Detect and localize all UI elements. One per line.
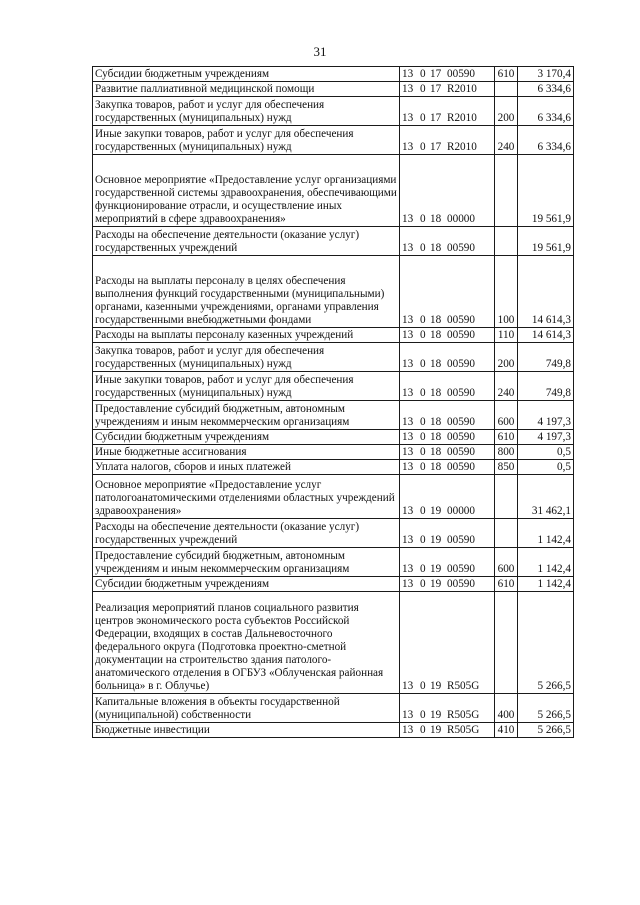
table-row <box>93 401 574 430</box>
expense-name: Капитальные вложения в объекты государственной (муниципальной) собственности <box>93 694 400 723</box>
table-row <box>93 372 574 401</box>
amount: 749,8 <box>518 372 574 401</box>
expense-type-code: 610 <box>495 67 518 82</box>
budget-code: 13 0 18 00590 <box>400 401 495 430</box>
expense-name: Расходы на выплаты персоналу в целях обеспечения выполнения функций государственными (муниципальными) органами, казенными учреждениями, органами управления государственными внебюджетными фондами <box>93 256 400 328</box>
amount: 4 197,3 <box>518 401 574 430</box>
budget-code: 13 0 19 00590 <box>400 519 495 548</box>
expense-name: Предоставление субсидий бюджетным, автономным учреждениям и иным некоммерческим организациям <box>93 401 400 430</box>
amount: 14 614,3 <box>518 328 574 343</box>
amount: 4 197,3 <box>518 430 574 445</box>
table-row <box>93 548 574 577</box>
expense-name: Иные закупки товаров, работ и услуг для обеспечения государственных (муниципальных) нужд <box>93 126 400 155</box>
amount: 0,5 <box>518 460 574 475</box>
expense-type-code: 240 <box>495 372 518 401</box>
expense-type-code <box>495 592 518 694</box>
amount: 1 142,4 <box>518 548 574 577</box>
budget-code: 13 0 19 R505G <box>400 723 495 738</box>
expense-name: Субсидии бюджетным учреждениям <box>93 67 400 82</box>
expense-type-code: 200 <box>495 97 518 126</box>
expense-type-code: 200 <box>495 343 518 372</box>
amount: 19 561,9 <box>518 155 574 227</box>
table-row <box>93 460 574 475</box>
budget-code: 13 0 18 00590 <box>400 256 495 328</box>
expense-type-code <box>495 155 518 227</box>
budget-code: 13 0 18 00590 <box>400 460 495 475</box>
table-row <box>93 430 574 445</box>
expense-name: Основное мероприятие «Предоставление услуг патологоанатомическими отделениями областных учреждений здравоохранения» <box>93 475 400 519</box>
table-row <box>93 475 574 519</box>
expense-type-code: 600 <box>495 548 518 577</box>
amount: 14 614,3 <box>518 256 574 328</box>
amount: 0,5 <box>518 445 574 460</box>
table-row <box>93 97 574 126</box>
amount: 749,8 <box>518 343 574 372</box>
expense-name: Закупка товаров, работ и услуг для обеспечения государственных (муниципальных) нужд <box>93 343 400 372</box>
expense-name: Реализация мероприятий планов социального развития центров экономического роста субъектов Российской Федерации, входящих в состав Дальневосточного федерального округа (Подготовка проектно-сметной документации на строительство здания патолого-анатомического отделения в ОГБУЗ «Облученская районная больница» в г. Облучье) <box>93 592 400 694</box>
expense-type-code <box>495 227 518 256</box>
expense-type-code <box>495 82 518 97</box>
expense-type-code <box>495 519 518 548</box>
expense-type-code: 400 <box>495 694 518 723</box>
budget-code: 13 0 18 00590 <box>400 328 495 343</box>
expense-type-code: 800 <box>495 445 518 460</box>
budget-code: 13 0 18 00590 <box>400 445 495 460</box>
expense-name: Субсидии бюджетным учреждениям <box>93 577 400 592</box>
amount: 6 334,6 <box>518 97 574 126</box>
amount: 19 561,9 <box>518 227 574 256</box>
expense-name: Основное мероприятие «Предоставление услуг организациями государственной системы здравоохранения, обеспечивающими функционирование отрасли, и осуществление иных мероприятий в сфере здравоохранения» <box>93 155 400 227</box>
table-row <box>93 577 574 592</box>
table-row <box>93 328 574 343</box>
expense-name: Бюджетные инвестиции <box>93 723 400 738</box>
expense-type-code: 110 <box>495 328 518 343</box>
table-row <box>93 126 574 155</box>
expense-type-code: 600 <box>495 401 518 430</box>
amount: 5 266,5 <box>518 694 574 723</box>
expense-type-code: 410 <box>495 723 518 738</box>
expense-type-code: 610 <box>495 430 518 445</box>
expense-name: Предоставление субсидий бюджетным, автономным учреждениям и иным некоммерческим организациям <box>93 548 400 577</box>
amount: 3 170,4 <box>518 67 574 82</box>
table-row <box>93 155 574 227</box>
amount: 6 334,6 <box>518 82 574 97</box>
amount: 31 462,1 <box>518 475 574 519</box>
budget-code: 13 0 18 00590 <box>400 227 495 256</box>
amount: 1 142,4 <box>518 519 574 548</box>
expense-name: Уплата налогов, сборов и иных платежей <box>93 460 400 475</box>
amount: 1 142,4 <box>518 577 574 592</box>
expense-name: Расходы на обеспечение деятельности (оказание услуг) государственных учреждений <box>93 519 400 548</box>
table-row <box>93 256 574 328</box>
budget-code: 13 0 17 R2010 <box>400 82 495 97</box>
amount: 5 266,5 <box>518 592 574 694</box>
expense-type-code: 610 <box>495 577 518 592</box>
expense-name: Субсидии бюджетным учреждениям <box>93 430 400 445</box>
amount: 6 334,6 <box>518 126 574 155</box>
expense-name: Иные закупки товаров, работ и услуг для обеспечения государственных (муниципальных) нужд <box>93 372 400 401</box>
budget-code: 13 0 17 R2010 <box>400 126 495 155</box>
budget-code: 13 0 18 00000 <box>400 155 495 227</box>
amount: 5 266,5 <box>518 723 574 738</box>
expense-name: Развитие паллиативной медицинской помощи <box>93 82 400 97</box>
expense-type-code: 100 <box>495 256 518 328</box>
expense-name: Расходы на обеспечение деятельности (оказание услуг) государственных учреждений <box>93 227 400 256</box>
budget-table <box>92 66 574 738</box>
expense-type-code <box>495 475 518 519</box>
table-row <box>93 67 574 82</box>
budget-code: 13 0 17 00590 <box>400 67 495 82</box>
expense-type-code: 240 <box>495 126 518 155</box>
expense-type-code: 850 <box>495 460 518 475</box>
table-row <box>93 343 574 372</box>
expense-name: Закупка товаров, работ и услуг для обеспечения государственных (муниципальных) нужд <box>93 97 400 126</box>
table-row <box>93 227 574 256</box>
table-row <box>93 519 574 548</box>
table-row <box>93 592 574 694</box>
budget-code: 13 0 17 R2010 <box>400 97 495 126</box>
budget-code: 13 0 19 00590 <box>400 548 495 577</box>
table-row <box>93 82 574 97</box>
table-row <box>93 694 574 723</box>
budget-code: 13 0 19 00000 <box>400 475 495 519</box>
budget-code: 13 0 18 00590 <box>400 430 495 445</box>
expense-name: Расходы на выплаты персоналу казенных учреждений <box>93 328 400 343</box>
table-row <box>93 445 574 460</box>
table-row <box>93 723 574 738</box>
budget-code: 13 0 19 R505G <box>400 592 495 694</box>
budget-code: 13 0 18 00590 <box>400 343 495 372</box>
budget-code: 13 0 18 00590 <box>400 372 495 401</box>
page-number: 31 <box>313 44 327 59</box>
budget-code: 13 0 19 R505G <box>400 694 495 723</box>
expense-name: Иные бюджетные ассигнования <box>93 445 400 460</box>
budget-code: 13 0 19 00590 <box>400 577 495 592</box>
